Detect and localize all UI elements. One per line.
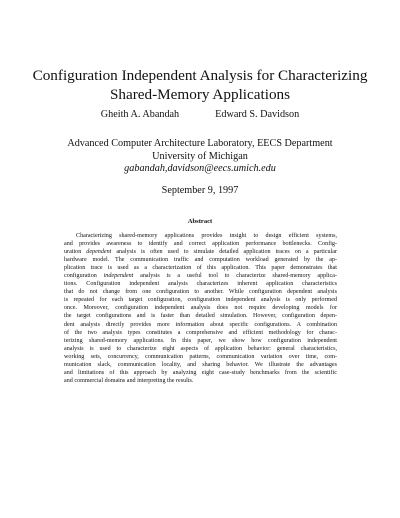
author-name: Edward S. Davidson	[215, 109, 300, 120]
abstract-line: once. Moreover, configuration independent analysis does not require developing models for	[64, 305, 337, 312]
emphasized-term: independent	[103, 273, 134, 280]
abstract-body	[64, 232, 337, 385]
author-name: Gheith A. Abandah	[100, 109, 180, 120]
abstract-line: plication trace is used as a characterization of this application. This paper demonstrates that	[64, 265, 337, 272]
abstract-line: and commercial domains and interpreting the results.	[64, 377, 194, 384]
abstract-line: configuration independent analysis is a useful tool to characterize shared-memory applica-	[64, 273, 337, 280]
title-line: Configuration Independent Analysis for Characterizing	[32, 67, 368, 84]
abstract-line: munication slack, communication locality, and sharing behavior. We illustrate the advantages	[64, 361, 337, 368]
abstract-line: analysis is used to characterize eight aspects of application behavior: general characteristics,	[64, 345, 337, 352]
author-email: gabandah,davidson@eecs.umich.edu	[124, 163, 276, 174]
abstract-line: hardware model. The communication traffic and computation workload generated by the ap-	[64, 257, 337, 264]
affiliation	[40, 138, 360, 176]
abstract-line: the target configurations and is faster than detailed simulation. However, configuration depen-	[64, 313, 337, 320]
abstract-line: Characterizing shared-memory applications provides insight to design efficient systems,	[76, 233, 337, 239]
abstract-line: tions. Configuration independent analysis characterizes inherent application characteristics	[64, 281, 337, 288]
abstract-line: and provides awareness to identify and correct application performance bottlenecks. Config-	[64, 241, 337, 248]
abstract-line: dent analysis directly provides more information about specific configurations. A combination	[64, 321, 337, 328]
abstract-line: that do not change from one configuration to another. While configuration dependent analysis	[64, 289, 337, 296]
affiliation-line: University of Michigan	[152, 150, 248, 162]
abstract-line: uration dependent analysis is often used to simulate detailed application traces on a particular	[64, 249, 337, 256]
abstract-line: and limitations of this approach by analyzing eight case-study benchmarks from the scientific	[64, 369, 337, 376]
emphasized-term: dependent	[86, 249, 112, 256]
paper-date: September 9, 1997	[161, 185, 239, 196]
abstract-line: working sets, concurrency, communication patterns, communication variation over time, com-	[64, 353, 337, 360]
abstract-line: terizing shared-memory applications. In this paper, we show how configuration independent	[64, 337, 337, 344]
author-list	[60, 109, 340, 121]
affiliation-line: Advanced Computer Architecture Laboratory, EECS Department	[67, 138, 333, 149]
paper-title	[30, 66, 370, 104]
abstract-line: of the two analysis types constitutes a comprehensive and efficient methodology for charac-	[64, 329, 337, 336]
abstract-line: is repeated for each target configuration, configuration independent analysis is only performed	[64, 297, 337, 304]
title-line: Shared-Memory Applications	[109, 86, 291, 103]
abstract-heading: Abstract	[187, 218, 213, 225]
